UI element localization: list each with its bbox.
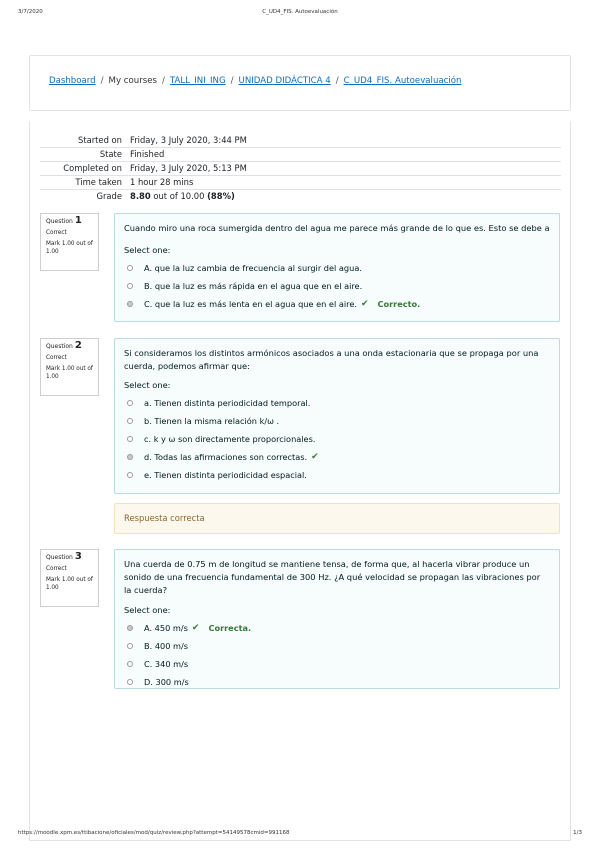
summary-value: 1 hour 28 mins <box>130 177 194 187</box>
breadcrumb-container <box>29 55 571 111</box>
question-feedback-2: Respuesta correcta <box>114 503 560 534</box>
question-content-2 <box>114 338 560 494</box>
select-one-label: Select one: <box>124 605 171 615</box>
summary-label: State <box>99 149 122 159</box>
answer-option[interactable] <box>124 430 550 448</box>
answer-text: C. 340 m/s <box>144 659 189 669</box>
print-page-number: 1/3 <box>573 830 582 836</box>
print-title: C_UD4_FIS. Autoevaluación <box>262 9 338 15</box>
breadcrumb-dashboard-link[interactable]: Dashboard <box>49 76 96 86</box>
breadcrumb-separator: / <box>230 76 234 86</box>
summary-row-completed <box>40 161 561 175</box>
answer-option[interactable] <box>124 655 550 673</box>
breadcrumb-course-link[interactable]: TALL_INI_ING <box>169 76 226 86</box>
question-mark: Mark 1.00 out of 1.00 <box>46 577 93 591</box>
print-header <box>0 9 600 21</box>
breadcrumb-separator: / <box>335 76 339 86</box>
answer-text: B. que la luz es más rápida en el agua que en el aire. <box>144 281 363 291</box>
question-state: Correct <box>46 565 67 572</box>
checkmark-icon: ✔ <box>360 299 369 309</box>
summary-label: Grade <box>96 191 122 202</box>
breadcrumb <box>49 76 461 86</box>
summary-label: Completed on <box>63 163 122 173</box>
answer-option[interactable] <box>124 394 550 412</box>
question-label: Question <box>46 343 73 350</box>
summary-label: Time taken <box>75 177 122 187</box>
breadcrumb-unit-link[interactable]: UNIDAD DIDÁCTICA 4 <box>238 76 331 86</box>
radio-button-selected[interactable] <box>127 454 133 460</box>
checkmark-icon: ✔ <box>311 452 319 462</box>
answer-text: A. que la luz cambia de frecuencia al surgir del agua. <box>144 263 362 273</box>
grade-percent: (88%) <box>207 191 235 202</box>
answer-option[interactable] <box>124 412 550 430</box>
question-state: Correct <box>46 354 67 361</box>
radio-button-selected[interactable] <box>127 625 133 631</box>
answer-text: a. Tienen distinta periodicidad temporal. <box>144 398 311 408</box>
question-info-1 <box>40 213 99 271</box>
answer-list <box>124 259 550 313</box>
summary-value <box>126 189 561 203</box>
question-number: 2 <box>74 340 82 351</box>
question-info-3 <box>40 549 99 607</box>
radio-button[interactable] <box>127 418 133 424</box>
summary-row-started <box>40 133 561 147</box>
question-content-3 <box>114 549 560 689</box>
print-url: https://moodle.xpm.es/ttibacione/oficiales/mod/quiz/review.php?attempt=54149578cmid=991168 <box>18 830 290 836</box>
grade-score: 8.80 <box>130 191 151 202</box>
inline-feedback: Correcto. <box>377 299 421 309</box>
summary-value: Friday, 3 July 2020, 5:13 PM <box>130 163 247 173</box>
breadcrumb-my-courses: My courses <box>108 76 157 86</box>
answer-option[interactable] <box>124 637 550 655</box>
answer-list <box>124 619 550 691</box>
attempt-summary-table <box>40 133 561 203</box>
radio-button[interactable] <box>127 643 133 649</box>
answer-text: D. 300 m/s <box>144 677 189 687</box>
select-one-label: Select one: <box>124 380 171 390</box>
question-mark: Mark 1.00 out of 1.00 <box>46 366 93 380</box>
answer-text: b. Tienen la misma relación k/ω . <box>144 416 280 426</box>
radio-button[interactable] <box>127 265 133 271</box>
answer-text: B. 400 m/s <box>144 641 189 651</box>
question-text: Si consideramos los distintos armónicos asociados a una onda estacionaria que se propaga por una cuerda, podemos afirmar que: <box>124 348 539 371</box>
question-state: Correct <box>46 229 67 236</box>
answer-text: A. 450 m/s <box>144 623 188 633</box>
question-number: 3 <box>74 551 82 562</box>
radio-button[interactable] <box>127 436 133 442</box>
inline-feedback: Correcta. <box>208 623 252 633</box>
question-mark: Mark 1.00 out of 1.00 <box>46 241 93 255</box>
radio-button[interactable] <box>127 472 133 478</box>
summary-label: Started on <box>77 134 122 145</box>
question-label: Question <box>46 554 73 561</box>
question-text: Cuando miro una roca sumergida dentro del agua me parece más grande de lo que es. Esto se debe a <box>124 223 550 233</box>
summary-row-grade <box>40 189 561 203</box>
answer-text: c. k y ω son directamente proporcionales. <box>144 434 316 444</box>
answer-list <box>124 394 550 484</box>
answer-option[interactable] <box>124 277 550 295</box>
radio-button[interactable] <box>127 283 133 289</box>
answer-option[interactable] <box>124 295 550 313</box>
answer-text: e. Tienen distinta periodicidad espacial. <box>144 470 307 480</box>
question-number: 1 <box>74 215 82 226</box>
answer-option[interactable] <box>124 259 550 277</box>
question-text: Una cuerda de 0.75 m de longitud se mantiene tensa, de forma que, al hacerla vibrar produce un sonido de una frecuencia fundamental de 300 Hz. ¿A qué velocidad se propagan las vibraciones por la cuerda? <box>124 559 541 595</box>
grade-out-of: out of 10.00 <box>153 191 205 202</box>
summary-value: Finished <box>130 149 165 159</box>
answer-text: d. Todas las afirmaciones son correctas. <box>144 452 308 462</box>
breadcrumb-quiz-link[interactable]: C_UD4_FIS. Autoevaluación <box>343 76 462 86</box>
answer-option[interactable] <box>124 466 550 484</box>
answer-option[interactable] <box>124 673 550 691</box>
print-date: 3/7/2020 <box>18 9 43 15</box>
summary-row-state <box>40 147 561 161</box>
checkmark-icon: ✔ <box>191 623 200 633</box>
answer-text: C. que la luz es más lenta en el agua que en el aire. <box>144 299 357 309</box>
select-one-label: Select one: <box>124 245 171 255</box>
question-content-1 <box>114 213 560 322</box>
radio-button[interactable] <box>127 661 133 667</box>
question-label: Question <box>46 218 73 225</box>
radio-button[interactable] <box>127 400 133 406</box>
radio-button-selected[interactable] <box>127 301 133 307</box>
question-info-2 <box>40 338 99 396</box>
answer-option[interactable] <box>124 619 550 637</box>
breadcrumb-separator: / <box>161 76 165 86</box>
print-footer <box>0 830 600 842</box>
summary-row-time <box>40 175 561 189</box>
breadcrumb-separator: / <box>100 76 104 86</box>
summary-value: Friday, 3 July 2020, 3:44 PM <box>130 134 247 145</box>
answer-option[interactable] <box>124 448 550 466</box>
radio-button[interactable] <box>127 679 133 685</box>
